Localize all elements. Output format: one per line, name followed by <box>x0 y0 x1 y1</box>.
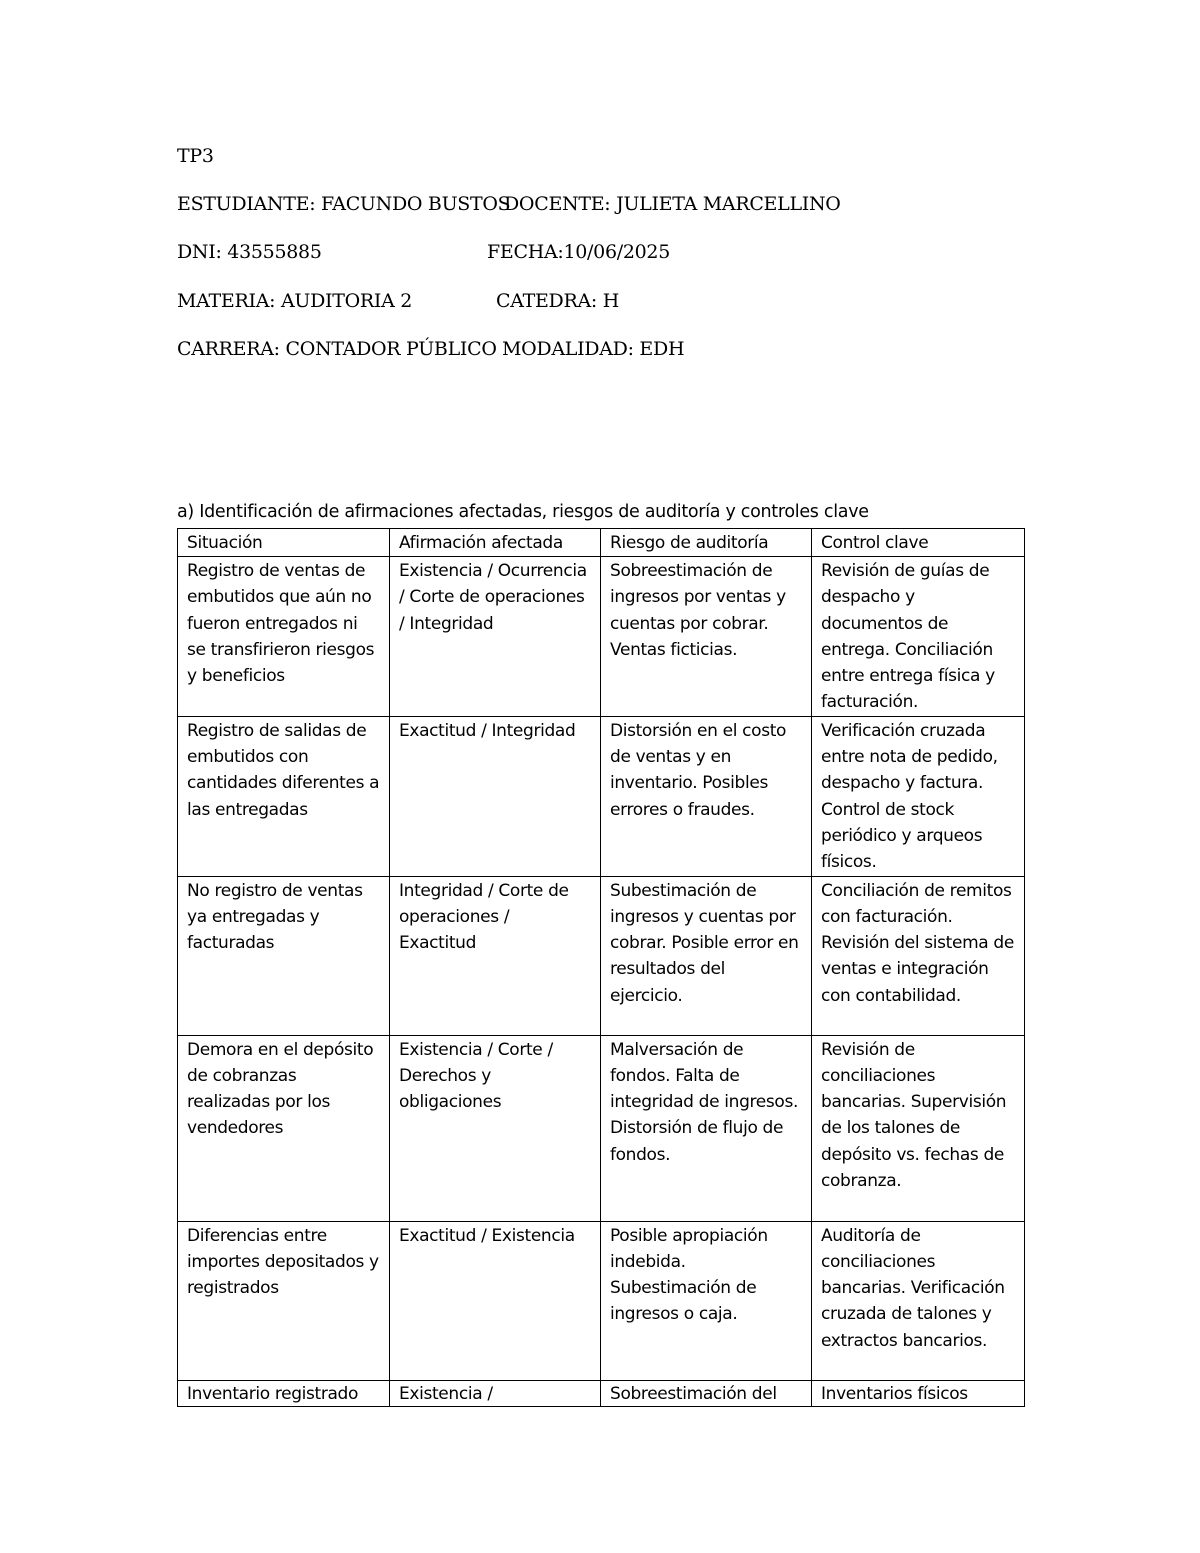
dni-date-line <box>177 241 670 263</box>
header-afirmacion: Afirmación afectada <box>390 529 601 557</box>
cell-control: Auditoría de conciliaciones bancarias. Verificación cruzada de talones y extractos bancarios. <box>812 1221 1025 1380</box>
cell-afirmacion: Exactitud / Existencia <box>390 1221 601 1380</box>
section-title: a) Identificación de afirmaciones afectadas, riesgos de auditoría y controles clave <box>177 502 869 522</box>
student-field: ESTUDIANTE: FACUNDO BUSTOS <box>177 193 511 215</box>
cell-riesgo: Malversación de fondos. Falta de integridad de ingresos. Distorsión de flujo de fondos. <box>601 1035 812 1221</box>
student-teacher-line <box>177 193 841 215</box>
table-row <box>178 1035 1025 1221</box>
cell-control: Verificación cruzada entre nota de pedido, despacho y factura. Control de stock periódico y arqueos físicos. <box>812 716 1025 876</box>
cell-afirmacion: Existencia / Ocurrencia / Corte de operaciones / Integridad <box>390 557 601 717</box>
chair-field: CATEDRA: H <box>496 290 620 312</box>
table-row <box>178 557 1025 717</box>
cell-riesgo: Sobreestimación del <box>601 1380 812 1406</box>
cell-control: Revisión de guías de despacho y documentos de entrega. Conciliación entre entrega física y facturación. <box>812 557 1025 717</box>
table-row <box>178 876 1025 1035</box>
cell-riesgo: Distorsión en el costo de ventas y en inventario. Posibles errores o fraudes. <box>601 716 812 876</box>
cell-afirmacion: Existencia / <box>390 1380 601 1406</box>
table-row <box>178 1221 1025 1380</box>
header-situacion: Situación <box>178 529 390 557</box>
cell-situacion: Demora en el depósito de cobranzas realizadas por los vendedores <box>178 1035 390 1221</box>
cell-afirmacion: Integridad / Corte de operaciones / Exactitud <box>390 876 601 1035</box>
cell-control: Revisión de conciliaciones bancarias. Supervisión de los talones de depósito vs. fechas de cobranza. <box>812 1035 1025 1221</box>
audit-table <box>177 528 1025 1407</box>
table-header-row <box>178 529 1025 557</box>
cell-afirmacion: Exactitud / Integridad <box>390 716 601 876</box>
cell-riesgo: Subestimación de ingresos y cuentas por cobrar. Posible error en resultados del ejercicio. <box>601 876 812 1035</box>
cell-situacion: Registro de ventas de embutidos que aún no fueron entregados ni se transfirieron riesgos y beneficios <box>178 557 390 717</box>
career-field: CARRERA: CONTADOR PÚBLICO <box>177 338 497 360</box>
cell-control: Inventarios físicos <box>812 1380 1025 1406</box>
cell-riesgo: Sobreestimación de ingresos por ventas y cuentas por cobrar. Ventas ficticias. <box>601 557 812 717</box>
cell-control: Conciliación de remitos con facturación. Revisión del sistema de ventas e integración con contabilidad. <box>812 876 1025 1035</box>
career-modality-line <box>177 338 685 360</box>
header-control: Control clave <box>812 529 1025 557</box>
modality-field: MODALIDAD: EDH <box>502 338 685 360</box>
cell-situacion: Registro de salidas de embutidos con cantidades diferentes a las entregadas <box>178 716 390 876</box>
cell-situacion: Inventario registrado <box>178 1380 390 1406</box>
cell-afirmacion: Existencia / Corte / Derechos y obligaciones <box>390 1035 601 1221</box>
subject-field: MATERIA: AUDITORIA 2 <box>177 290 413 312</box>
teacher-field: DOCENTE: JULIETA MARCELLINO <box>504 193 841 215</box>
table-row <box>178 716 1025 876</box>
header-riesgo: Riesgo de auditoría <box>601 529 812 557</box>
table-row <box>178 1380 1025 1406</box>
subject-chair-line <box>177 290 620 312</box>
tp-label: TP3 <box>177 145 214 167</box>
cell-situacion: No registro de ventas ya entregadas y facturadas <box>178 876 390 1035</box>
cell-riesgo: Posible apropiación indebida. Subestimación de ingresos o caja. <box>601 1221 812 1380</box>
tp-title <box>177 145 214 167</box>
date-field: FECHA:10/06/2025 <box>487 241 670 263</box>
cell-situacion: Diferencias entre importes depositados y registrados <box>178 1221 390 1380</box>
dni-field: DNI: 43555885 <box>177 241 322 263</box>
